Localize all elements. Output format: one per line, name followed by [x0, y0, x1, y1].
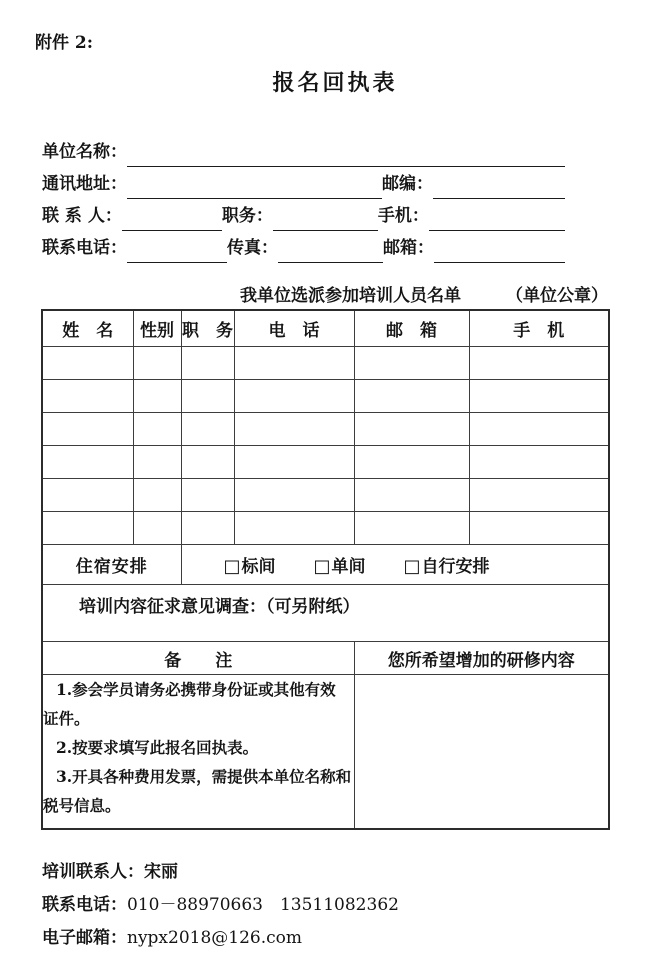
roster-cell[interactable] — [42, 413, 133, 446]
roster-cell[interactable] — [133, 479, 181, 512]
survey-row — [42, 585, 609, 642]
roster-cell[interactable] — [133, 380, 181, 413]
remarks-body-row — [42, 675, 609, 830]
col-header-mobile: 手 机 — [469, 310, 609, 347]
checkbox-icon[interactable]: □ — [403, 556, 421, 577]
footer-email-line — [42, 922, 670, 955]
footer-email-label: 电子邮箱： — [42, 928, 127, 948]
unit-name-field[interactable] — [127, 158, 565, 167]
footer-phone-label: 联系电话： — [42, 895, 127, 915]
postcode-label: 邮编： — [382, 174, 433, 194]
roster-cell[interactable] — [469, 380, 609, 413]
roster-cell[interactable] — [181, 512, 234, 545]
roster-cell[interactable] — [234, 446, 354, 479]
phone-field[interactable] — [127, 254, 227, 263]
form-row-phone — [42, 231, 565, 263]
roster-cell[interactable] — [469, 347, 609, 380]
checkbox-icon[interactable]: □ — [223, 556, 241, 577]
position-label: 职务： — [221, 206, 273, 226]
remarks-cell — [42, 675, 354, 830]
survey-cell[interactable] — [42, 585, 609, 642]
roster-cell[interactable] — [42, 512, 133, 545]
address-label: 通讯地址： — [42, 174, 127, 194]
roster-cell[interactable] — [354, 446, 469, 479]
trainer-contact-name: 宋丽 — [144, 862, 178, 882]
roster-caption-row — [41, 281, 608, 306]
roster-header-row — [42, 310, 609, 347]
unit-name-label: 单位名称： — [42, 142, 127, 162]
roster-cell[interactable] — [181, 380, 234, 413]
roster-empty-row — [42, 380, 609, 413]
accommodation-options-cell — [181, 545, 609, 585]
fax-label: 传真： — [227, 238, 278, 258]
phone-label: 联系电话： — [42, 238, 127, 258]
position-field[interactable] — [273, 222, 378, 231]
remark-line: 1.参会学员请务必携带身份证或其他有效 — [56, 680, 336, 699]
contact-form-section — [42, 135, 565, 263]
roster-cell[interactable] — [234, 413, 354, 446]
wish-header: 您所希望增加的研修内容 — [354, 642, 609, 675]
roster-cell[interactable] — [181, 446, 234, 479]
trainer-contact-label: 培训联系人： — [42, 862, 144, 882]
accommodation-row — [42, 545, 609, 585]
postcode-field[interactable] — [433, 190, 565, 199]
col-header-name: 姓 名 — [42, 310, 133, 347]
footer-phone-line — [42, 889, 670, 922]
roster-cell[interactable] — [469, 479, 609, 512]
survey-label: 培训内容征求意见调查：（可另附纸） — [79, 597, 360, 617]
roster-cell[interactable] — [234, 380, 354, 413]
roster-cell[interactable] — [354, 413, 469, 446]
form-row-contact — [42, 199, 565, 231]
address-field[interactable] — [127, 190, 382, 199]
footer-phone-numbers: 010－88970663 13511082362 — [127, 895, 399, 915]
roster-cell[interactable] — [42, 347, 133, 380]
roster-cell[interactable] — [354, 479, 469, 512]
roster-cell[interactable] — [469, 512, 609, 545]
remark-line: 2.按要求填写此报名回执表。 — [56, 738, 259, 757]
registration-form-document — [0, 28, 670, 977]
roster-cell[interactable] — [42, 479, 133, 512]
seal-note: （单位公章） — [506, 286, 608, 306]
col-header-phone: 电 话 — [234, 310, 354, 347]
attachment-label: 附件 2: — [35, 33, 94, 53]
form-row-unit-name — [42, 135, 565, 167]
roster-empty-row — [42, 479, 609, 512]
roster-cell[interactable] — [469, 446, 609, 479]
form-row-address — [42, 167, 565, 199]
roster-cell[interactable] — [354, 347, 469, 380]
remark-line: 税号信息。 — [43, 796, 121, 815]
roster-caption: 我单位选派参加培训人员名单 — [240, 286, 461, 306]
option-label: 单间 — [331, 557, 366, 577]
roster-cell[interactable] — [234, 512, 354, 545]
footer-contact-info — [42, 856, 670, 955]
option-standard-room[interactable] — [224, 552, 276, 577]
page-title: 报名回执表 — [272, 70, 398, 96]
remarks-header-row — [42, 642, 609, 675]
trainer-contact-line — [42, 856, 670, 889]
roster-cell[interactable] — [234, 347, 354, 380]
roster-cell[interactable] — [234, 479, 354, 512]
remarks-header: 备 注 — [42, 642, 354, 675]
footer-email-address: nypx2018@126.com — [127, 928, 303, 948]
roster-cell[interactable] — [181, 413, 234, 446]
option-label: 标间 — [241, 557, 276, 577]
col-header-title: 职 务 — [181, 310, 234, 347]
roster-cell[interactable] — [42, 446, 133, 479]
col-header-gender: 性别 — [133, 310, 181, 347]
fax-field[interactable] — [278, 254, 383, 263]
accommodation-label: 住宿安排 — [42, 545, 181, 585]
roster-empty-row — [42, 446, 609, 479]
roster-cell[interactable] — [133, 512, 181, 545]
roster-cell[interactable] — [42, 380, 133, 413]
mobile-field[interactable] — [429, 222, 565, 231]
remark-line: 证件。 — [43, 709, 90, 728]
email-field[interactable] — [434, 254, 565, 263]
col-header-email: 邮 箱 — [354, 310, 469, 347]
roster-cell[interactable] — [133, 446, 181, 479]
roster-cell[interactable] — [133, 347, 181, 380]
option-single-room[interactable] — [314, 552, 366, 577]
wish-content-cell[interactable] — [354, 675, 609, 830]
roster-cell[interactable] — [133, 413, 181, 446]
roster-table — [41, 309, 610, 830]
option-label: 自行安排 — [421, 557, 490, 577]
roster-empty-row — [42, 347, 609, 380]
checkbox-icon[interactable]: □ — [313, 556, 331, 577]
roster-cell[interactable] — [469, 413, 609, 446]
contact-person-field[interactable] — [122, 222, 222, 231]
roster-empty-row — [42, 512, 609, 545]
roster-cell[interactable] — [354, 380, 469, 413]
contact-person-label: 联 系 人： — [42, 206, 122, 226]
mobile-label: 手机： — [377, 206, 429, 226]
remark-line: 3.开具各种费用发票，需提供本单位名称和 — [56, 767, 352, 786]
email-label: 邮箱： — [383, 238, 434, 258]
roster-cell[interactable] — [181, 479, 234, 512]
option-self-arrange[interactable] — [404, 552, 490, 577]
roster-cell[interactable] — [354, 512, 469, 545]
roster-cell[interactable] — [181, 347, 234, 380]
roster-empty-row — [42, 413, 609, 446]
